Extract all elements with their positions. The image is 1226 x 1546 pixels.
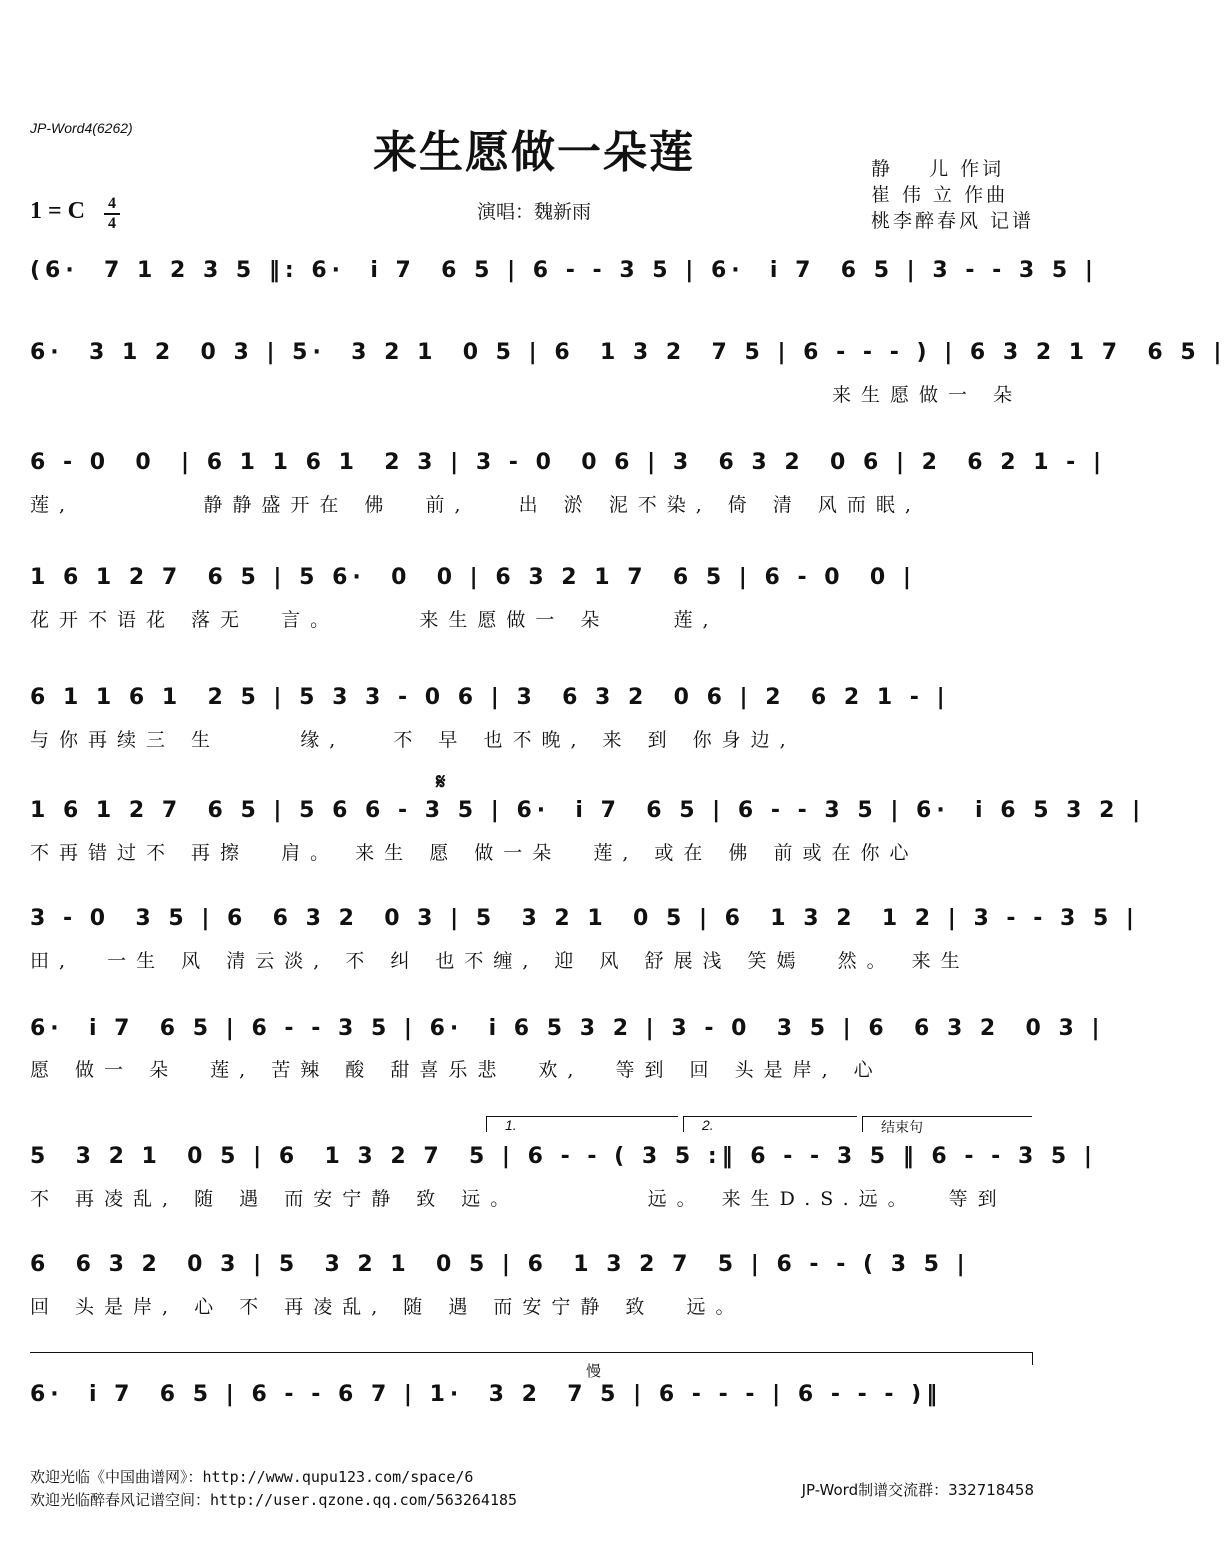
segno-sign: 𝄋 [436,770,446,795]
coda-ending-bracket: 结束句 [862,1116,1032,1132]
notation-line-5: 6 1 1 6 1 2 5 | 5 3 3 - 0 6 | 3 6 3 2 0 6 | 2 6 2 1 - | [30,685,950,710]
lyrics-line-2: 来生愿做一 朵 [30,384,1023,406]
lyrics-line-6: 不再错过不 再擦 肩。 来生 愿 做一朵 莲, 或在 佛 前或在你心 [30,842,919,864]
lyrics-line-9: 不 再凌乱, 随 遇 而安宁静 致 远。 远。 来生D.S.远。 等到 [30,1188,1007,1210]
song-title: 来生愿做一朵莲 [373,127,695,178]
lyrics-line-4: 花开不语花 落无 言。 来生愿做一 朵 莲, [30,609,719,631]
performer: 演唱：魏新雨 [476,201,591,223]
second-ending-bracket: 2. [683,1116,857,1132]
first-ending-bracket: 1. [486,1116,678,1132]
tempo-marking: 慢 [586,1362,602,1380]
notation-line-9: 5 3 2 1 0 5 | 6 1 3 2 7 5 | 6 - - ( 3 5 :‖ 6 - - 3 5 ‖ 6 - - 3 5 | [30,1144,1097,1169]
composer-credit: 崔 伟 立 作曲 [870,184,1009,206]
lyrics-line-8: 愿 做一 朵 莲, 苦辣 酸 甜喜乐悲 欢, 等到 回 头是岸, 心 [30,1059,883,1081]
notation-line-3: 6 - 0 0 | 6 1 1 6 1 2 3 | 3 - 0 0 6 | 3 6 3 2 0 6 | 2 6 2 1 - | [30,450,1106,475]
notation-line-10: 6 6 3 2 0 3 | 5 3 2 1 0 5 | 6 1 3 2 7 5 | 6 - - ( 3 5 | [30,1252,970,1277]
lyricist-credit: 静 儿 作词 [870,158,1005,180]
notation-line-8: 6· i 7 6 5 | 6 - - 3 5 | 6· i 6 5 3 2 | 3 - 0 3 5 | 6 6 3 2 0 3 | [30,1016,1105,1041]
lyrics-line-7: 田, 一生 风 清云淡, 不 纠 也不缠, 迎 风 舒展浅 笑嫣 然。 来生 [30,950,970,972]
transcriber-credit: 桃李醉春风 记谱 [870,210,1034,232]
footer-links [30,1466,517,1512]
time-signature-top: 4 [108,195,116,212]
qq-group: JP-Word制谱交流群：332718458 [801,1481,1034,1499]
notation-line-2: 6· 3 1 2 0 3 | 5· 3 2 1 0 5 | 6 1 3 2 7 5 | 6 - - - ) | 6 3 2 1 7 6 5 | [30,340,1226,365]
lyrics-line-5: 与你再续三 生 缘, 不 早 也不晚, 来 到 你身边, [30,729,796,751]
key-signature: 1 = C [30,198,86,224]
notation-line-11: 6· i 7 6 5 | 6 - - 6 7 | 1· 3 2 7 5 | 6 - - - | 6 - - - )‖ [30,1382,943,1407]
notation-line-6: 1 6 1 2 7 6 5 | 5 6 6 - 3 5 | 6· i 7 6 5 | 6 - - 3 5 | 6· i 6 5 3 2 | [30,798,1146,823]
coda-divider [30,1352,1033,1365]
notation-line-7: 3 - 0 3 5 | 6 6 3 2 0 3 | 5 3 2 1 0 5 | 6 1 3 2 1 2 | 3 - - 3 5 | [30,906,1139,931]
software-version: JP-Word4(6262) [30,120,133,136]
footer-link-qzone: 欢迎光临醉春风记谱空间：http://user.qzone.qq.com/563264185 [30,1491,518,1509]
footer-link-qupu: 欢迎光临《中国曲谱网》：http://www.qupu123.com/space/6 [30,1468,474,1486]
time-signature-bottom: 4 [108,215,116,232]
lyrics-line-10: 回 头是岸, 心 不 再凌乱, 随 遇 而安宁静 致 远。 [30,1296,745,1318]
lyrics-line-3: 莲, 静静盛开在 佛 前, 出 淤 泥不染, 倚 清 风而眠, [30,494,921,516]
notation-line-1: (6· 7 1 2 3 5 ‖: 6· i 7 6 5 | 6 - - 3 5 | 6· i 7 6 5 | 3 - - 3 5 | [30,258,1098,283]
notation-line-4: 1 6 1 2 7 6 5 | 5 6· 0 0 | 6 3 2 1 7 6 5 | 6 - 0 0 | [30,565,916,590]
